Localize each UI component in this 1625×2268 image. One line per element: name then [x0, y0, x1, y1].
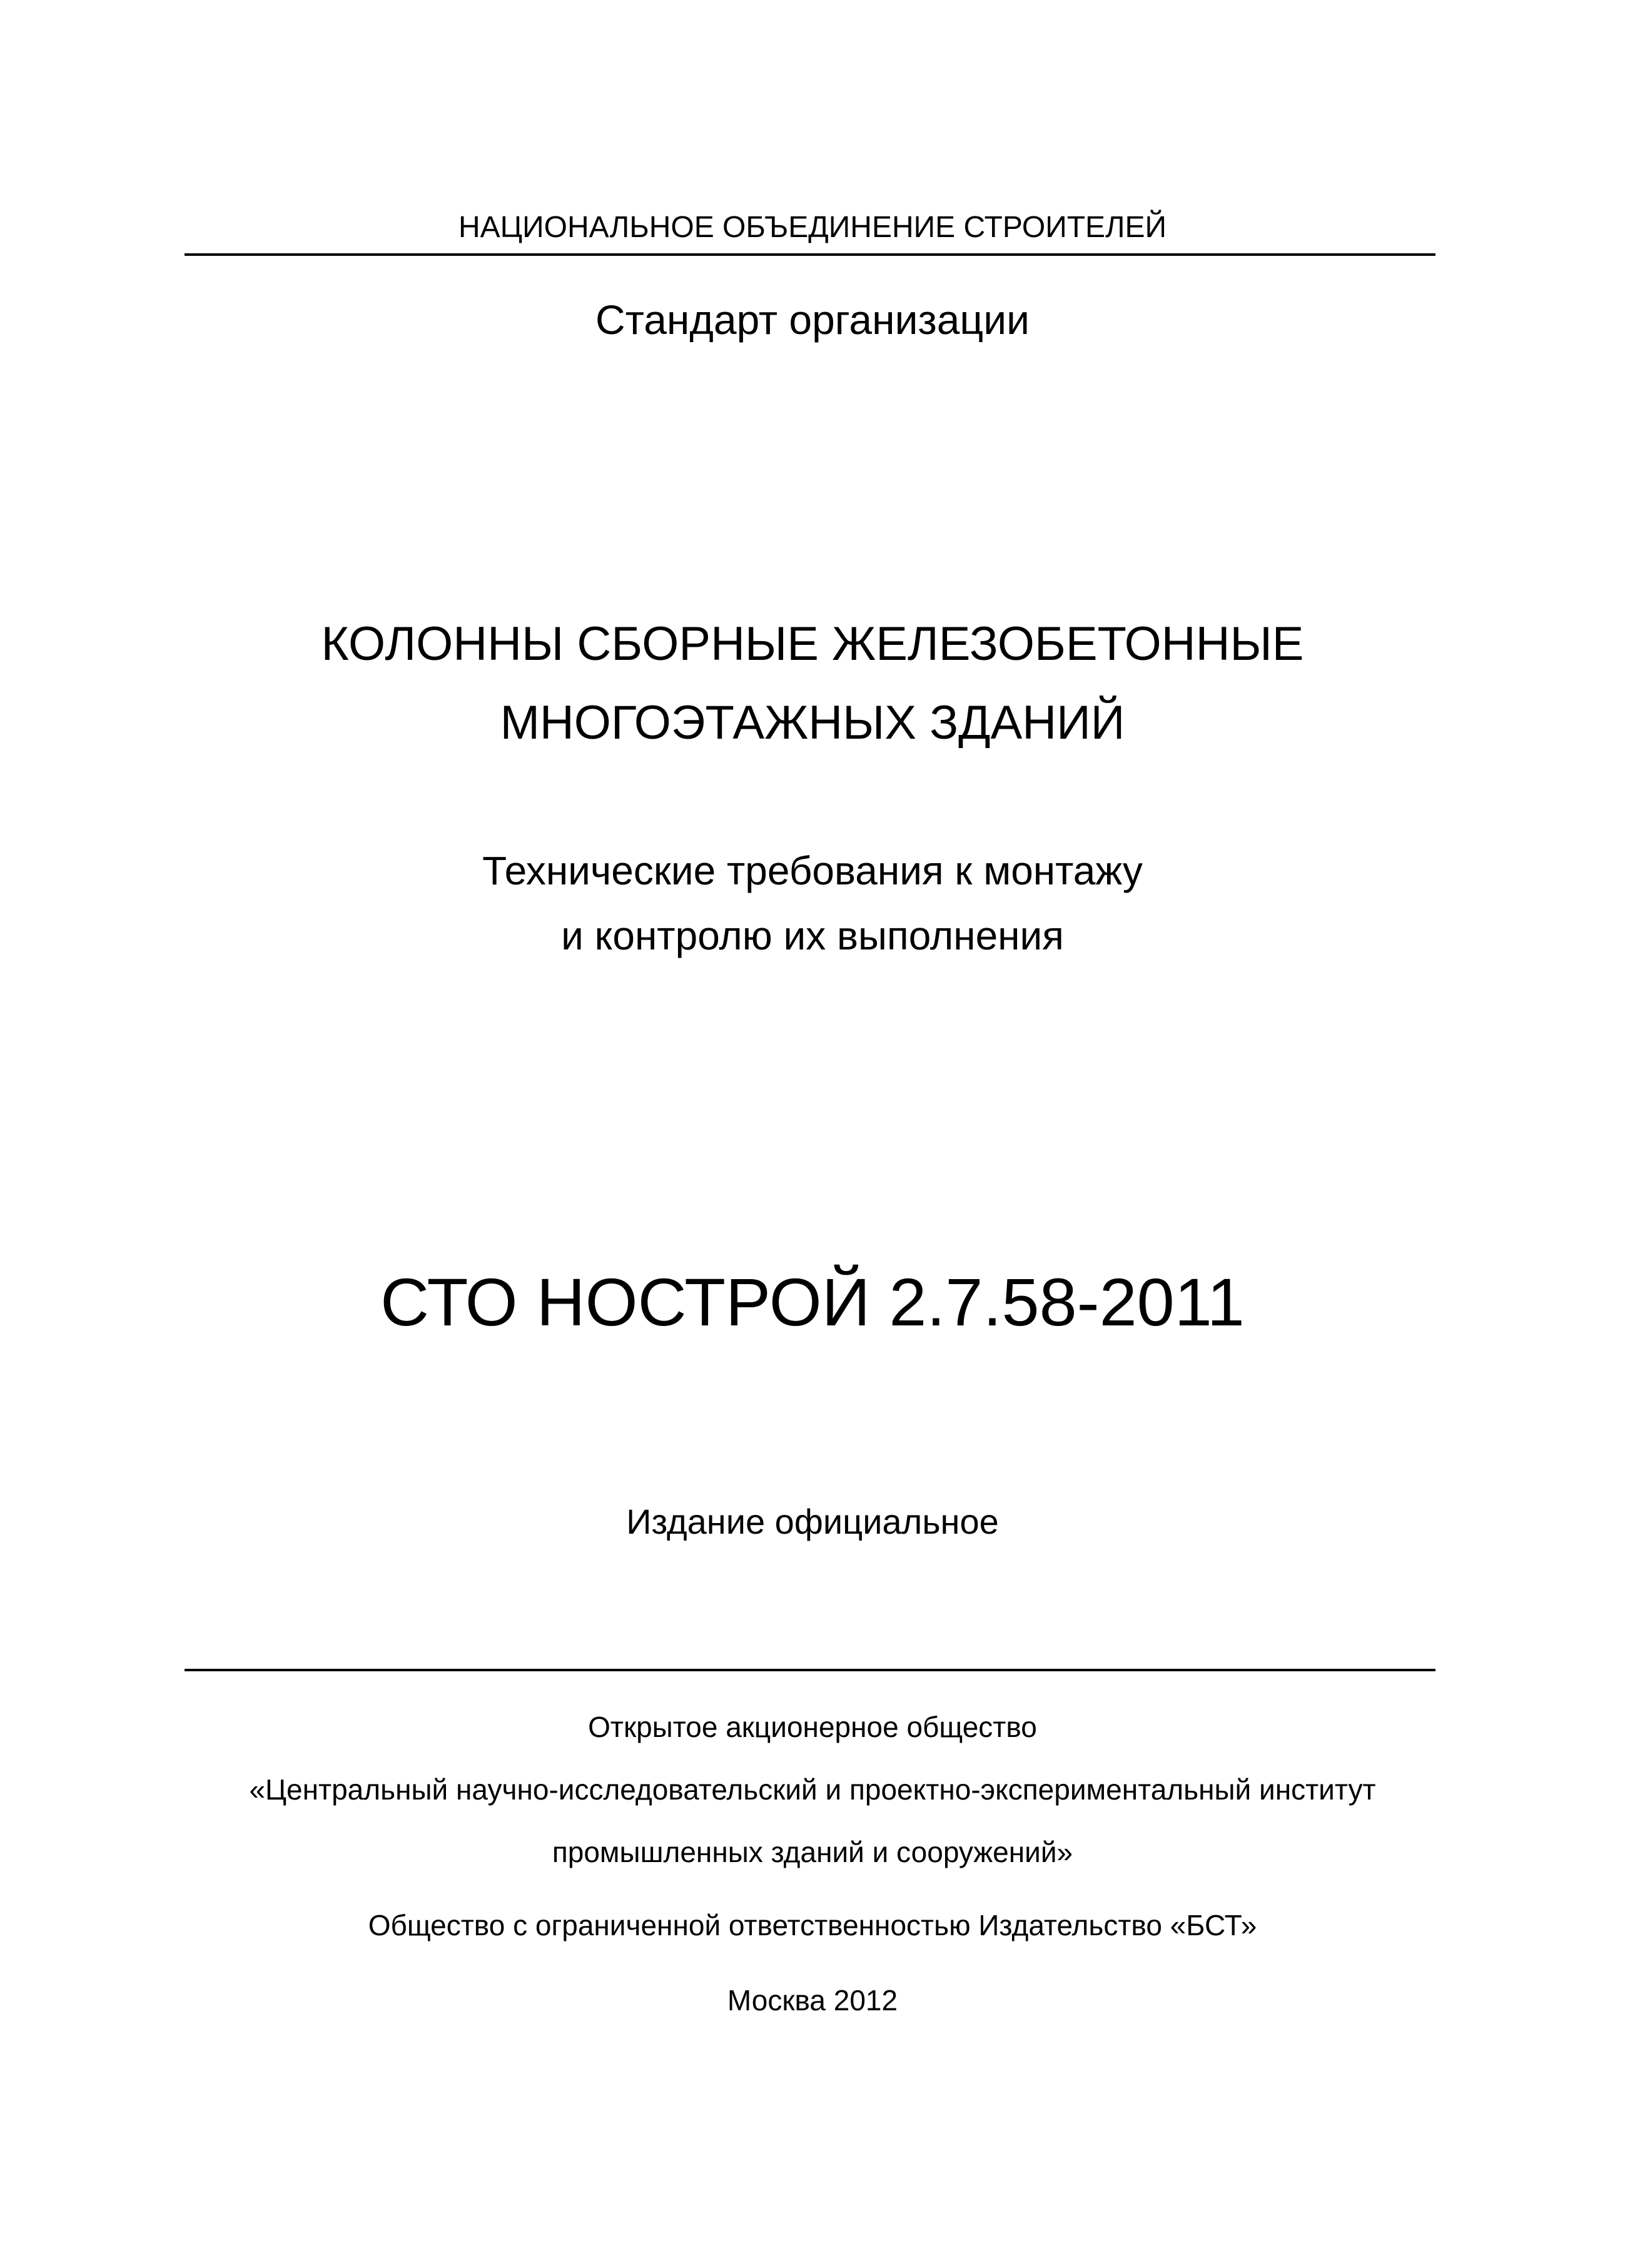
- standard-designation: СТО НОСТРОЙ 2.7.58-2011: [380, 1264, 1245, 1340]
- organization-header: НАЦИОНАЛЬНОЕ ОБЪЕДИНЕНИЕ СТРОИТЕЛЕЙ: [458, 211, 1167, 244]
- bottom-divider: [185, 1669, 1435, 1671]
- publisher-line-4: Общество с ограниченной ответственностью Издательство «БСТ»: [368, 1909, 1257, 1941]
- document-title-line-2: МНОГОЭТАЖНЫХ ЗДАНИЙ: [500, 696, 1125, 749]
- document-subtitle-line-2: и контролю их выполнения: [561, 913, 1064, 958]
- document-subtitle-line-1: Технические требования к монтажу: [482, 848, 1143, 893]
- publisher-line-3: промышленных зданий и сооружений»: [552, 1836, 1073, 1868]
- document-type: Стандарт организации: [595, 296, 1030, 343]
- document-title-line-1: КОЛОННЫ СБОРНЫЕ ЖЕЛЕЗОБЕТОННЫЕ: [321, 617, 1304, 671]
- publisher-line-2: «Центральный научно-исследовательский и проектно-экспериментальный институт: [249, 1773, 1376, 1806]
- edition-label: Издание официальное: [626, 1502, 999, 1541]
- top-divider: [185, 253, 1435, 256]
- place-and-year: Москва 2012: [727, 1984, 898, 2017]
- publisher-line-1: Открытое акционерное общество: [588, 1711, 1037, 1743]
